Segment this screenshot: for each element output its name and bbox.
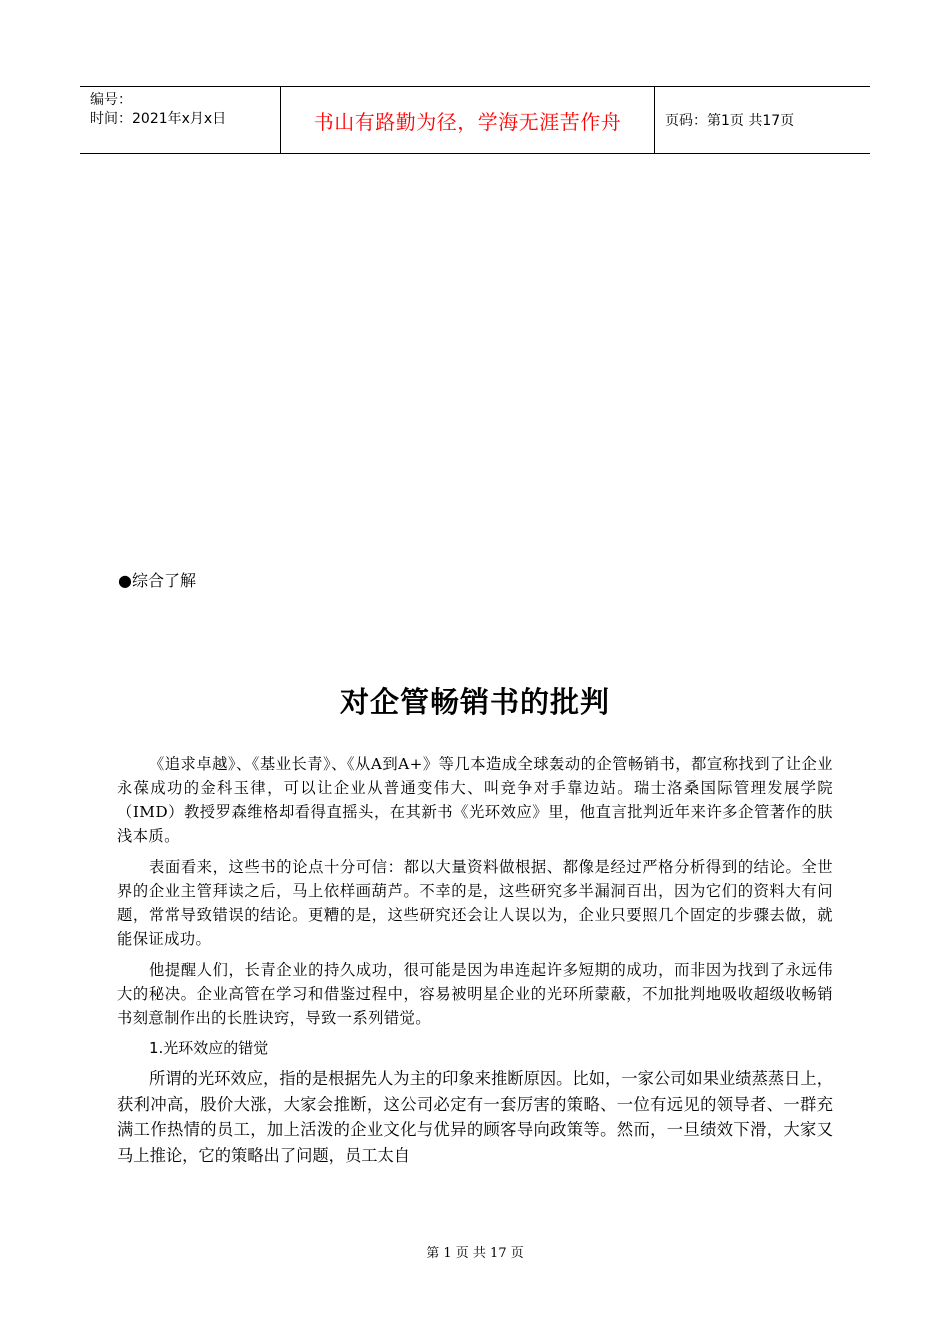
document-header [80, 86, 870, 154]
page-footer: 第 1 页 共 17 页 [426, 1246, 524, 1261]
body-paragraph: 《追求卓越》、《基业长青》、《从A到A+》等几本造成全球轰动的企管畅销书，都宣称找到了让企业永葆成功的金科玉律，可以让企业从普通变伟大、叫竞争对手靠边站。瑞士洛桑国际管理发展学院（IMD）教授罗森维格却看得直摇头，在其新书《光环效应》里，他直言批判近年来许多企管著作的肤浅本质。 [117, 755, 833, 845]
body-paragraph: 所谓的光环效应，指的是根据先人为主的印象来推断原因。比如，一家公司如果业绩蒸蒸日上，获利冲高，股价大涨，大家会推断，这公司必定有一套厉害的策略、一位有远见的领导者、一群充满工作热情的员工，加上活泼的企业文化与优异的顾客导向政策等。然而，一旦绩效下滑，大家又马上推论，它的策略出了问题，员工太自 [117, 1069, 833, 1165]
body-paragraph: 他提醒人们，长青企业的持久成功，很可能是因为串连起许多短期的成功，而非因为找到了永远伟大的秘决。企业高管在学习和借鉴过程中，容易被明星企业的光环所蒙蔽，不加批判地吸收超级收畅销书刻意制作出的长胜诀窍，导致一系列错觉。 [117, 961, 833, 1027]
header-meta-cell [80, 87, 281, 153]
document-number-label: 编号： [90, 92, 132, 108]
section-bullet-heading: ●综合了解 [118, 571, 196, 590]
body-paragraph: 表面看来，这些书的论点十分可信：都以大量资料做根据、都像是经过严格分析得到的结论。全世界的企业主管拜读之后，马上依样画葫芦。不幸的是，这些研究多半漏洞百出，因为它们的资料大有问题，常常导致错误的结论。更糟的是，这些研究还会让人误以为，企业只要照几个固定的步骤去做，就能保证成功。 [117, 858, 833, 948]
document-date-label: 时间：2021年x月x日 [90, 111, 227, 127]
header-page-info: 页码：第1页 共17页 [665, 113, 795, 129]
header-motto: 书山有路勤为径，学海无涯苦作舟 [281, 87, 655, 153]
document-title: 对企管畅销书的批判 [339, 685, 610, 719]
section-subheading: 1.光环效应的错觉 [149, 1039, 269, 1057]
document-body [117, 752, 833, 1175]
